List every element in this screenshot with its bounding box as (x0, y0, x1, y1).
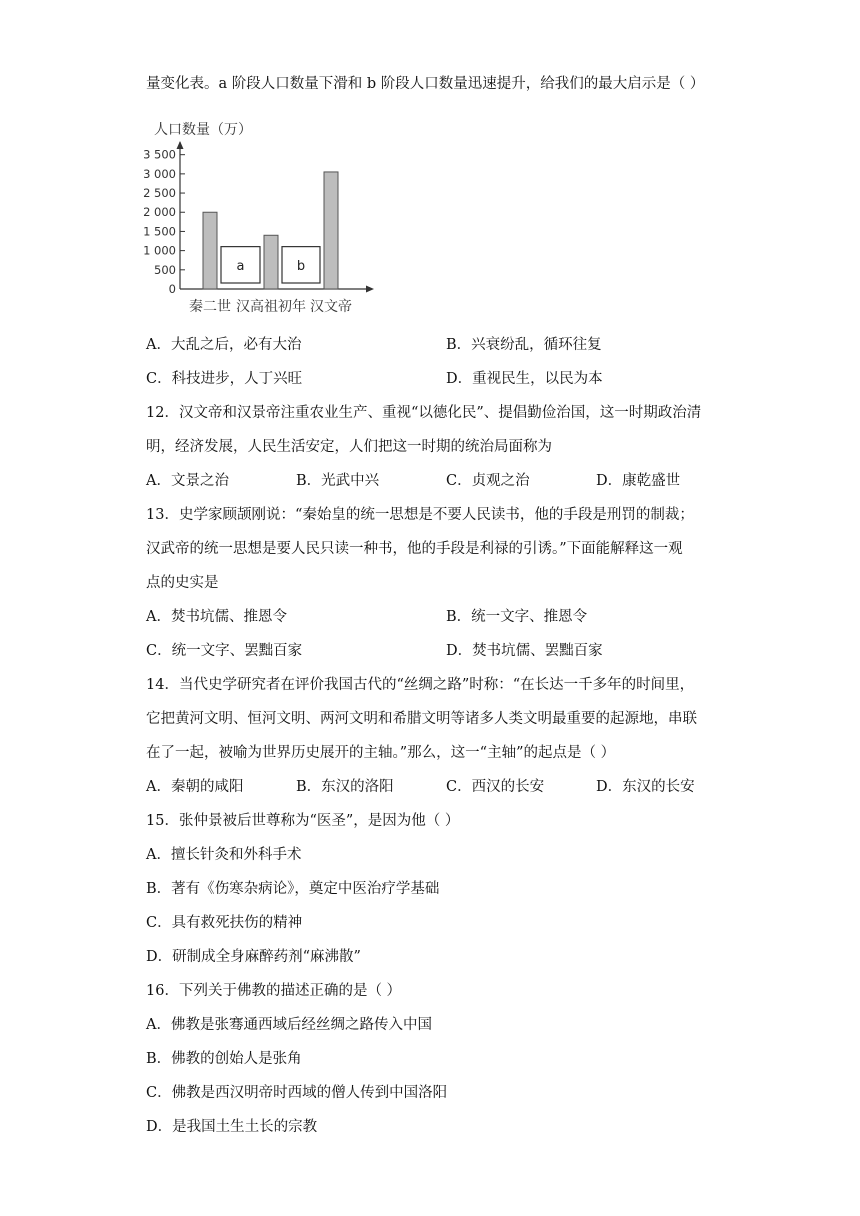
chart-y-tick-label: 3 000 (143, 166, 176, 181)
q16-option-a[interactable]: A．佛教是张骞通西域后经丝绸之路传入中国 (146, 1017, 432, 1033)
chart-x-tick-label: 汉高祖初年 (236, 299, 306, 315)
q11-option-a[interactable]: A．大乱之后，必有大治 (146, 337, 302, 353)
chart-y-tick-label: 500 (154, 262, 176, 277)
q13-option-d[interactable]: D．焚书坑儒、罢黜百家 (446, 643, 603, 659)
chart-x-tick-label: 秦二世 (189, 299, 231, 315)
q16-stem: 16．下列关于佛教的描述正确的是（ ） (146, 983, 402, 999)
q15-option-a[interactable]: A．擅长针灸和外科手术 (146, 847, 302, 863)
chart-x-tick-label: 汉文帝 (310, 299, 352, 315)
chart-y-tick-label: 0 (168, 282, 176, 296)
q13-option-b[interactable]: B．统一文字、推恩令 (446, 609, 588, 625)
chart-y-tick-label: 2 000 (143, 205, 176, 220)
q12-stem-line-1: 12．汉文帝和汉景帝注重农业生产、重视“以德化民”、提倡勤俭治国，这一时期政治清 (146, 405, 702, 421)
chart-y-tick-label: 3 500 (143, 147, 176, 162)
q15-option-c[interactable]: C．具有救死扶伤的精神 (146, 915, 303, 931)
chart-y-ticks (143, 148, 185, 296)
q14-option-c[interactable]: C．西汉的长安 (446, 779, 545, 795)
chart-bar (203, 212, 217, 289)
q14-option-a[interactable]: A．秦朝的咸阳 (146, 779, 244, 795)
q11-stem: 量变化表。a 阶段人口数量下滑和 b 阶段人口数量迅速提升，给我们的最大启示是（ ） (146, 76, 705, 92)
q14-option-d[interactable]: D．东汉的长安 (596, 779, 695, 795)
q15-option-b[interactable]: B．著有《伤寒杂病论》，奠定中医治疗学基础 (146, 881, 440, 897)
chart-stage-box-label: b (296, 258, 306, 274)
q13-stem-line-3: 点的史实是 (146, 575, 219, 591)
q16-option-d[interactable]: D．是我国土生土长的宗教 (146, 1119, 318, 1135)
chart-ylabel: 人口数量（万） (154, 122, 252, 138)
q12-option-a[interactable]: A．文景之治 (146, 473, 229, 489)
chart-y-tick-label: 2 500 (143, 186, 176, 201)
q16-option-c[interactable]: C．佛教是西汉明帝时西域的僧人传到中国洛阳 (146, 1085, 448, 1101)
q13-option-c[interactable]: C．统一文字、罢黜百家 (146, 643, 303, 659)
q12-option-d[interactable]: D．康乾盛世 (596, 473, 681, 489)
q14-stem-line-1: 14．当代史学研究者在评价我国古代的“丝绸之路”时称：“在长达一千多年的时间里， (146, 677, 695, 693)
q15-option-d[interactable]: D．研制成全身麻醉药剂“麻沸散” (146, 949, 361, 965)
q14-stem-line-2: 它把黄河文明、恒河文明、两河文明和希腊文明等诸多人类文明最重要的起源地，串联 (146, 711, 697, 727)
q14-stem-line-3: 在了一起，被喻为世界历史展开的主轴。”那么，这一“主轴”的起点是（ ） (146, 745, 616, 761)
q14-option-b[interactable]: B．东汉的洛阳 (296, 779, 394, 795)
chart-y-axis-arrow (177, 141, 184, 149)
q12-option-b[interactable]: B．光武中兴 (296, 473, 380, 489)
q11-option-b[interactable]: B．兴衰纷乱，循环往复 (446, 337, 602, 353)
chart-x-labels (189, 298, 352, 315)
q13-stem-line-2: 汉武帝的统一思想是要人民只读一种书，他的手段是利禄的引诱。”下面能解释这一观 (146, 541, 683, 557)
chart-bar (324, 172, 338, 289)
q15-stem: 15．张仲景被后世尊称为“医圣”，是因为他（ ） (146, 813, 460, 829)
q12-stem-line-2: 明，经济发展，人民生活安定，人们把这一时期的统治局面称为 (146, 439, 552, 455)
q11-option-d[interactable]: D．重视民生，以民为本 (446, 371, 603, 387)
population-bar-chart (140, 112, 390, 317)
q12-option-c[interactable]: C．贞观之治 (446, 473, 530, 489)
chart-bar (264, 235, 278, 289)
chart-x-axis-arrow (366, 286, 374, 293)
chart-y-tick-label: 1 500 (143, 224, 176, 239)
q13-option-a[interactable]: A．焚书坑儒、推恩令 (146, 609, 287, 625)
q13-stem-line-1: 13．史学家顾颉刚说：“秦始皇的统一思想是不要人民读书，他的手段是刑罚的制裁； (146, 507, 694, 523)
q16-option-b[interactable]: B．佛教的创始人是张角 (146, 1051, 302, 1067)
q11-option-c[interactable]: C．科技进步，人丁兴旺 (146, 371, 303, 387)
chart-stage-box-label: a (236, 258, 245, 274)
chart-y-tick-label: 1 000 (143, 243, 176, 258)
